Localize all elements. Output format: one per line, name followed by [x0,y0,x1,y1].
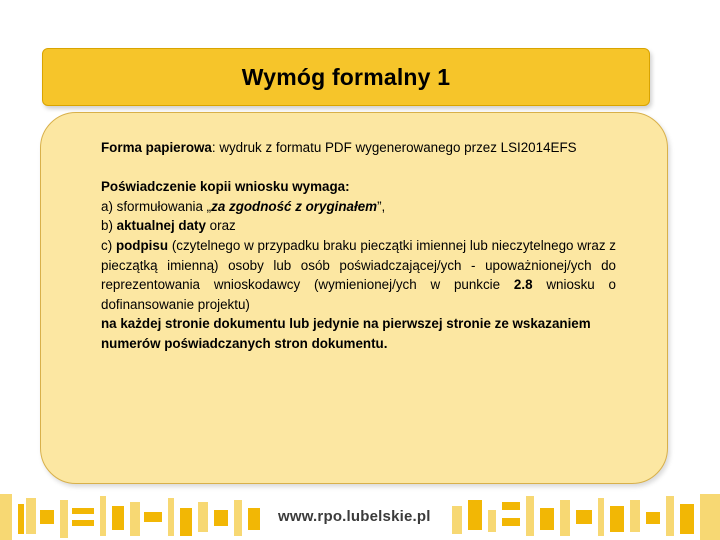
requirement-b: b) aktualnej daty oraz [101,218,236,234]
footer-right-ornament [452,494,720,540]
requirement-a: a) sformułowania „za zgodność z oryginałem”, [101,198,386,214]
slide-body [101,138,616,354]
requirement-c-bold: podpisu [115,237,169,253]
closing-statement: na każdej stronie dokumentu lub jedynie na pierwszej stronie ze wskazaniem numerów poświadczanych stron dokumentu. [101,316,591,351]
requirement-b-bold: aktualnej daty [116,218,206,234]
paper-form-text: : wydruk z formatu PDF wygenerowanego przez LSI2014EFS [211,140,577,155]
paper-form-paragraph [101,138,616,158]
slide-title-bar [42,48,650,106]
footer-left-ornament [0,494,260,540]
footer-website-link[interactable]: www.rpo.lubelskie.pl [278,508,431,525]
requirement-c: c) podpisu (czytelnego w przypadku braku pieczątki imiennej lub nieczytelnego wraz z pieczątką imienną) osoby lub osób poświadczającej/ych - upoważnionej/ych do reprezentowania wnioskodawcy (wymienionej/ych w punkcie 2.8 wniosku o dofinansowanie projektu) [101,237,617,312]
point-number: 2.8 [513,277,533,293]
certification-heading: Poświadczenie kopii wniosku wymaga: [101,179,350,195]
slide-title: Wymóg formalny 1 [241,63,451,90]
paper-form-label: Forma papierowa [101,140,212,155]
requirement-a-quote: za zgodność z oryginałem [211,198,378,214]
